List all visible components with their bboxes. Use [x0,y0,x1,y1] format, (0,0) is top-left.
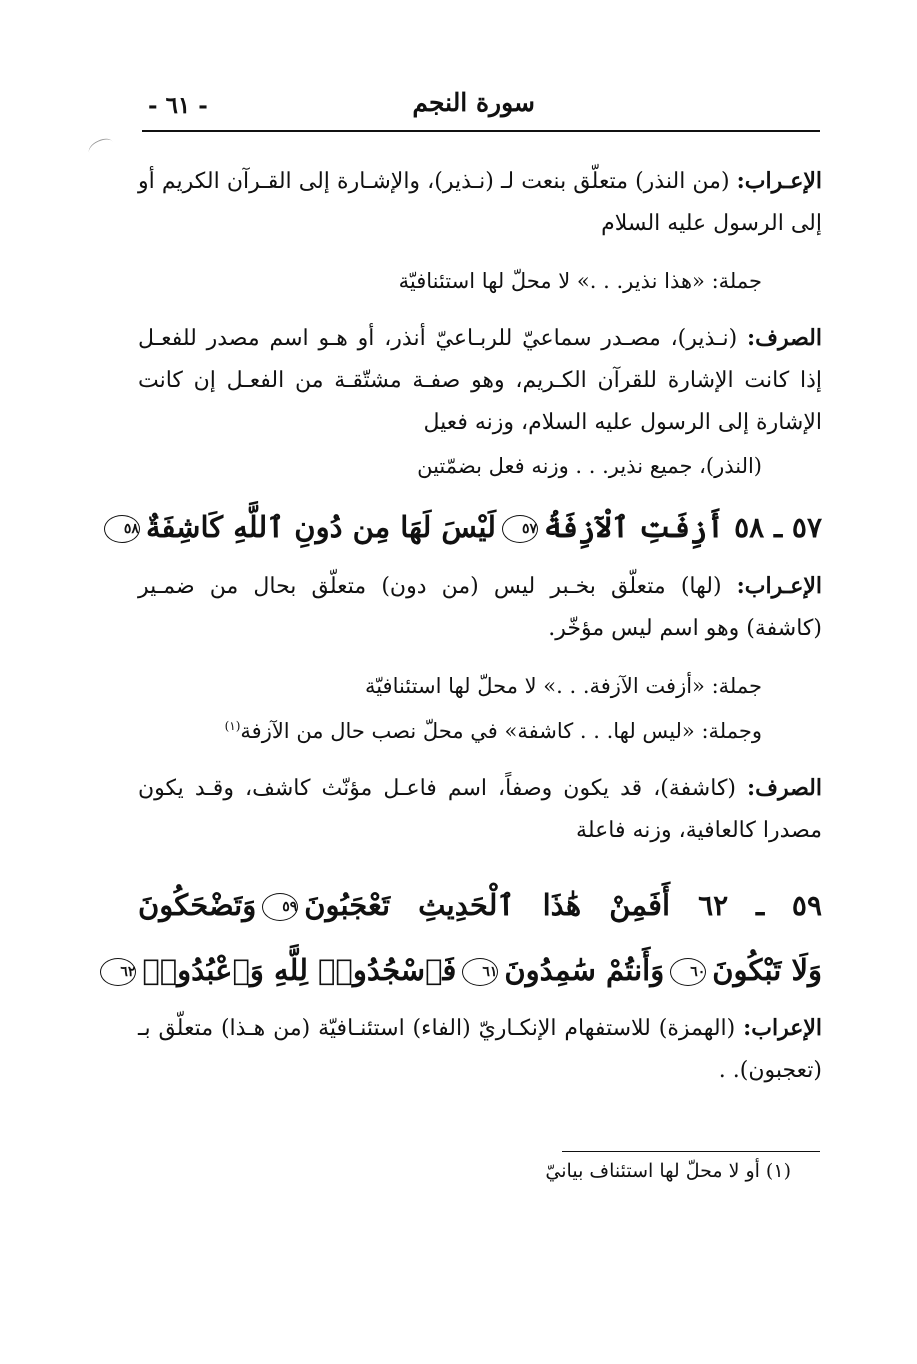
ayah-marker: ٦٠ [670,958,706,986]
sarf-paragraph-2 [138,767,822,852]
footnote-divider [562,1151,820,1152]
ayah-marker: ٦١ [462,958,498,986]
margin-mark [86,135,116,160]
irab-text: (من النذر) متعلّق بنعت لـ (نـذير)، والإشـارة إلى القـرآن الكريم أو إلى الرسول عليه السلام [138,169,822,236]
quran-verse-59-62-line2 [120,937,822,1003]
irab-label: الإعـراب: [736,573,822,599]
ayah-marker: ٦٢ [100,958,136,986]
irab-text: (الهمزة) للاستفهام الإنكـاريّ (الفاء) استئنـافيّة (من هـذا) متعلّق بـ (تعجبون). . [138,1016,822,1083]
sarf-label: الصرف: [747,325,822,351]
page-body [120,160,823,1092]
surah-title: سورة النجم [412,88,535,117]
verse-range: ٥٧ ـ ٥٨ [734,511,822,544]
sarf-paragraph-1 [138,317,822,444]
sarf-note: (النذر)، جميع نذير. . . وزنه فعل بضمّتين [417,454,762,478]
sentence-text: وجملة: «ليس لها. . . كاشفة» في محلّ نصب حال من الآزفة [240,719,762,743]
verse-text: وَأَنتُمْ سَٰمِدُونَ [504,953,665,987]
verse-text: فَٱسْجُدُوا۟ لِلَّهِ وَٱعْبُدُوا۟ [142,953,457,987]
verse-text: أَفَمِنْ هَٰذَا ٱلْحَدِيثِ تَعْجَبُونَ [304,888,671,922]
verse-text: وَلَا تَبْكُونَ [712,953,822,987]
sentence-note: جملة: «أزفت الآزفة. . .» لا محلّ لها استئنافيّة [364,674,762,698]
irab-paragraph-1 [138,160,822,245]
ayah-marker: ٥٧ [502,515,538,543]
page-header [142,84,820,132]
irab-paragraph-3 [138,1007,822,1092]
quran-verse-57-58 [123,494,822,561]
footnote-ref: (١) [224,719,241,733]
page-number: - ٦١ - [148,92,208,119]
verse-text: لَيْسَ لَهَا مِن دُونِ ٱللَّهِ كَاشِفَةٌ [145,510,496,544]
sarf-text: (كاشفة)، قد يكون وصفاً، اسم فاعـل مؤنّث كاشف، وقـد يكون مصدرا كالعافية، وزنه فاعلة [138,776,822,843]
footnote: (١) أو لا محلّ لها استئناف بيانيّ [545,1160,791,1182]
irab-text: (لها) متعلّق بخـبر ليس (من دون) متعلّق بحال من ضمـير (كاشفة) وهو اسم ليس مؤخّر. [138,574,822,641]
irab-label: الإعـراب: [736,168,822,194]
verse-range: ٥٩ ـ ٦٢ [698,889,822,922]
quran-verse-59-62-line1 [138,872,822,939]
ayah-marker: ٥٨ [104,515,140,543]
verse-text: أَزِفَتِ ٱلْآزِفَةُ [544,510,725,544]
sentence-note: جملة: «هذا نذير. . .» لا محلّ لها استئنافيّة [398,269,762,293]
sentence-note [138,704,822,753]
sarf-text: (نـذير)، مصـدر سماعيّ للربـاعيّ أنذر، أو هـو اسم مصدر للفعـل إذا كانت الإشارة للقرآن الكـريم، وهو صفـة مشتّقـة من الفعـل إن كانت الإشارة إلى الرسول عليه السلام، وزنه فعيل [138,326,823,435]
irab-paragraph-2 [138,565,822,650]
verse-text: وَتَضْحَكُونَ [138,888,257,922]
irab-label: الإعراب: [743,1015,822,1041]
sarf-label: الصرف: [747,775,822,801]
ayah-marker: ٥٩ [262,893,298,921]
